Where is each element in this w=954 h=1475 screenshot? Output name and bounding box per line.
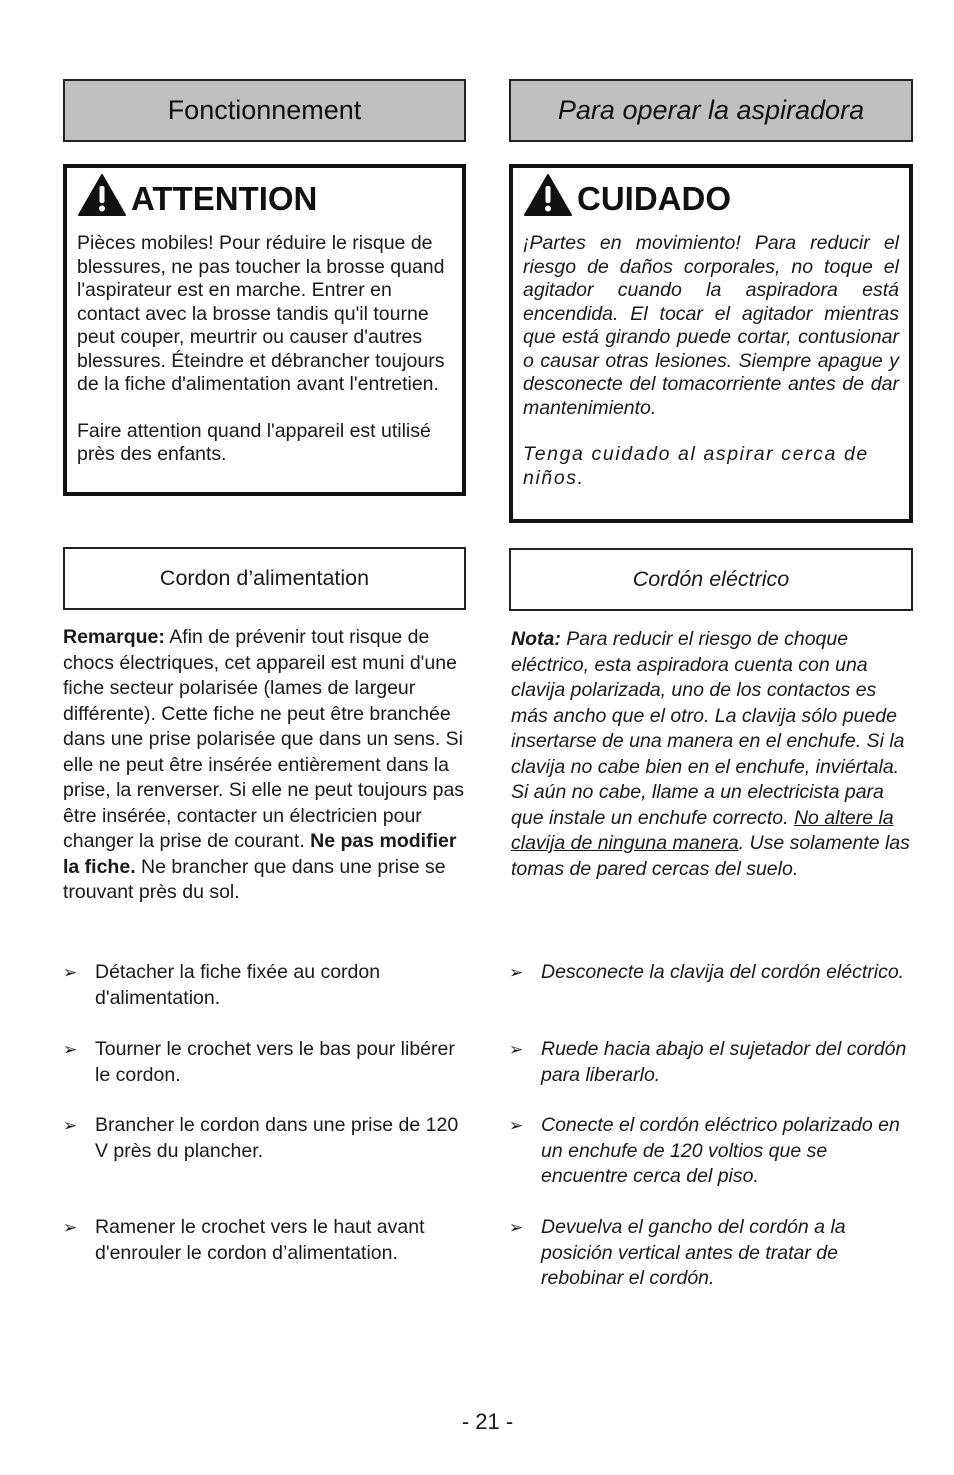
section-title-fr [63,79,466,142]
note-label-fr: Remarque: [63,626,165,648]
section-title-es [509,79,913,142]
section-title-es-text: Para operar la aspiradora [557,95,865,125]
warning-box-es [509,164,913,523]
list-item [509,1113,909,1190]
warning-paragraph-es-1: ¡Partes en movimiento! Para reducir el riesgo de daños corporales, no toque el agitador cuando la aspiradora está encendida. El tocar el agitador mientras que está girando puede cortar, contusionar o causar otras lesiones. Siempre apague y desconecte del tomacorriente antes de dar mantenimiento. [523,232,899,419]
note-label-es: Nota: [511,628,561,650]
bullet-arrow-icon: ➢ [63,1040,78,1059]
page-number: - 21 - [461,1409,514,1434]
warning-title-fr: ATTENTION [131,180,318,217]
bullet-arrow-icon: ➢ [509,1218,524,1237]
warning-triangle-icon [523,173,573,225]
sub-title-fr-text: Cordon d’alimentation [159,566,370,590]
note-text-fr-2: Ne brancher que dans une prise se trouvant près du sol. [63,855,446,903]
bullet-arrow-icon: ➢ [63,1218,78,1237]
sub-title-es-text: Cordón eléctrico [632,567,790,591]
warning-paragraph-fr-2: Faire attention quand l'appareil est utilisé près des enfants. [77,419,431,465]
warning-heading-es [523,174,899,224]
step-text-fr-4: Ramener le crochet vers le haut avant d'enrouler le cordon d’alimentation. [95,1216,425,1264]
step-text-es-1: Desconecte la clavija del cordón eléctrico. [541,961,905,983]
note-underline-es: No altere la clavija de ninguna manera [511,806,894,854]
note-text-es-1: Para reducir el riesgo de choque eléctrico, esta aspiradora cuenta con una clavija polarizada, uno de los contactos es más ancho que el otro. La clavija sólo puede insertarse de una manera en el enchufe. Si la clavija no cabe bien en el enchufe, inviértala. Si aún no cabe, llame a un electricista para que instale un enchufe correcto. [511,628,905,829]
section-title-fr-text: Fonctionnement [167,95,362,125]
bullet-arrow-icon: ➢ [509,963,524,982]
warning-title-es: CUIDADO [577,180,731,217]
step-text-fr-3: Brancher le cordon dans une prise de 120 V près du plancher. [95,1114,459,1162]
list-item [509,960,909,986]
bullet-arrow-icon: ➢ [63,963,78,982]
step-text-fr-1: Détacher la fiche fixée au cordon d'alimentation. [95,961,381,1009]
bullet-arrow-icon: ➢ [509,1116,524,1135]
step-text-es-2: Ruede hacia abajo el sujetador del cordón para liberarlo. [541,1038,907,1086]
bullet-arrow-icon: ➢ [63,1116,78,1135]
warning-heading-fr [77,174,452,224]
list-item [63,1113,463,1164]
note-text-fr-1: Afin de prévenir tout risque de chocs électriques, cet appareil est muni d'une fiche secteur polarisée (lames de largeur différente). Cette fiche ne peut être branchée dans une prise polarisée que dans un sens. Si elle ne peut être insérée entièrement dans la prise, la renverser. Si elle ne peut toujours pas être insérée, contacter un électricien pour changer la prise de courant. [63,626,465,852]
sub-title-es [509,548,913,611]
step-text-fr-2: Tourner le crochet vers le bas pour libérer le cordon. [95,1038,455,1086]
note-text-es-2: . Use solamente las tomas de pared cercas del suelo. [511,832,910,880]
bullet-arrow-icon: ➢ [509,1040,524,1059]
note-es [511,627,915,882]
list-item [63,1037,463,1088]
warning-paragraph-es-2: Tenga cuidado al aspirar cerca de niños. [523,443,869,489]
warning-box-fr [63,164,466,496]
warning-triangle-icon [77,173,127,225]
step-text-es-4: Devuelva el gancho del cordón a la posición vertical antes de tratar de rebobinar el cordón. [541,1216,846,1289]
note-fr [63,625,469,906]
list-item [63,1215,463,1266]
list-item [509,1215,909,1292]
sub-title-fr [63,547,466,610]
list-item [509,1037,909,1088]
note-bold-fr: Ne pas modifier la fiche. [63,830,457,878]
list-item [63,960,463,1011]
warning-paragraph-fr-1: Pièces mobiles! Pour réduire le risque de blessures, ne pas toucher la brosse quand l'aspirateur est en marche. Entrer en contact avec la brosse tandis qu'il tourne peut couper, meurtrir ou causer d'autres blessures. Éteindre et débrancher toujours de la fiche d'alimentation avant l'entretien. [77,232,445,395]
step-text-es-3: Conecte el cordón eléctrico polarizado en un enchufe de 120 voltios que se encuentre cerca del piso. [541,1114,900,1187]
